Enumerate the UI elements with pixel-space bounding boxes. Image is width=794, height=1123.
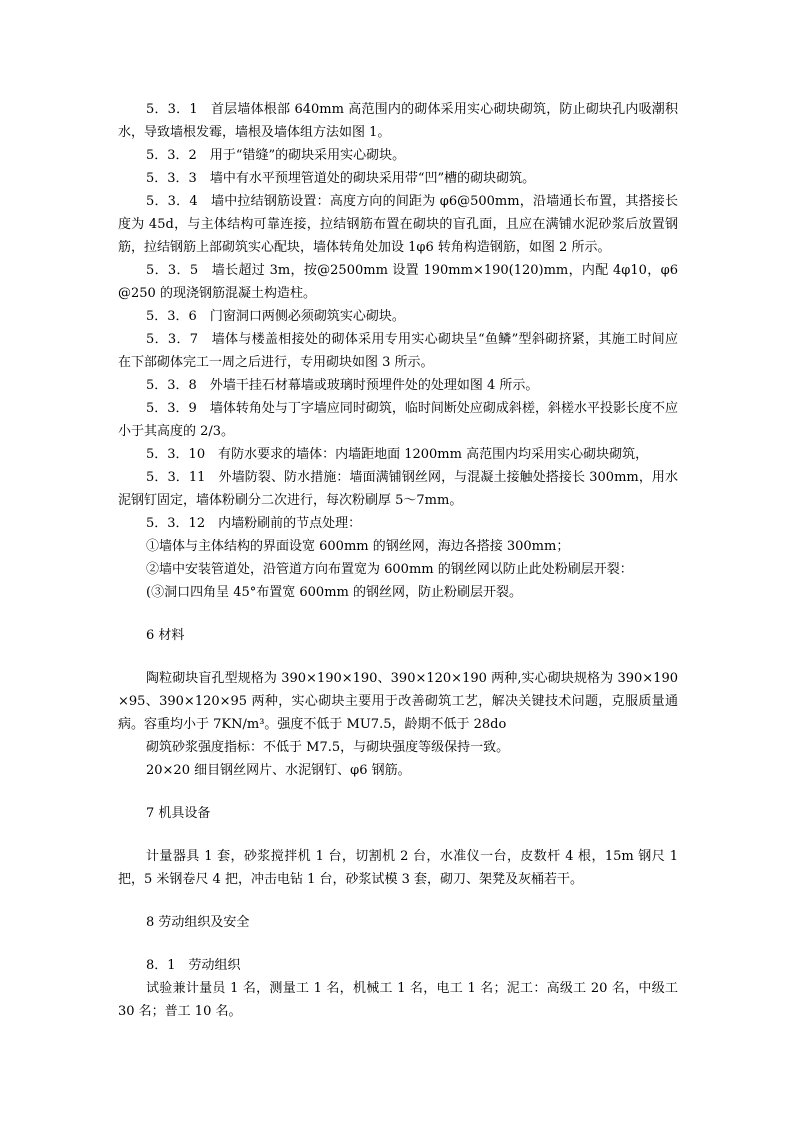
clause-5-3-1: 5．3．1 首层墙体根部 640mm 高范围内的砌体采用实心砌块砌筑，防止砌块孔内吸潮积水，导致墙根发霉，墙根及墙体组方法如图 1。: [118, 102, 678, 140]
clause-5-3-6: 5．3．6 门窗洞口两侧必须砌筑实心砌块。: [146, 309, 405, 324]
clause-5-3-4: 5．3．4 墙中拉结钢筋设置：高度方向的间距为 φ6@500mm，沿墙通长布置，其搭接长度为 45d，与主体结构可靠连接，拉结钢筋布置在砌块的盲孔面，且应在满铺水泥砂浆后放置钢筋，拉结钢筋上部砌筑实心配块，墙体转角处加设 1φ6 转角构造钢筋，如图 2 所示。: [118, 194, 678, 255]
clause-5-3-7: 5．3．7 墙体与楼盖相接处的砌体采用专用实心砌块呈“鱼鳞”型斜砌挤紧，其施工时间应在下部砌体完工一周之后进行，专用砌块如图 3 所示。: [118, 332, 678, 370]
labor-organization-paragraph: 试验兼计量员 1 名，测量工 1 名，机械工 1 名，电工 1 名；泥工：高级工 20 名，中级工 30 名；普工 10 名。: [118, 981, 678, 1019]
subsection-heading-labor-organization: 8．1 劳动组织: [146, 958, 241, 973]
clause-5-3-10: 5．3．10 有防水要求的墙体：内墙距地面 1200mm 高范围内均采用实心砌块砌筑，: [146, 447, 649, 462]
clause-5-3-5: 5．3．5 墙长超过 3m，按@2500mm 设置 190mm×190(120)mm，内配 4φ10，φ6@250 的现浇钢筋混凝土构造柱。: [118, 263, 678, 301]
clause-5-3-2: 5．3．2 用于“错缝”的砌块采用实心砌块。: [146, 148, 406, 163]
section-heading-labor-safety: 8 劳动组织及安全: [146, 915, 250, 930]
equipment-paragraph: 计量器具 1 套，砂浆搅拌机 1 台，切割机 2 台，水准仪一台，皮数杆 4 根，15m 钢尺 1 把，5 米钢卷尺 4 把，冲击电钻 1 台，砂浆试模 3 套，砌刀、架凳及灰桶若干。: [118, 849, 678, 887]
section-heading-materials: 6 材料: [146, 628, 185, 643]
clause-5-3-3: 5．3．3 墙中有水平预埋管道处的砌块采用带“凹”槽的砌块砌筑。: [146, 171, 536, 186]
clause-5-3-9: 5．3．9 墙体转角处与丁字墙应同时砌筑，临时间断处应砌成斜槎，斜槎水平投影长度不应小于其高度的 2/3。: [118, 401, 678, 439]
materials-paragraph-mortar: 砌筑砂浆强度指标：不低于 M7.5，与砌块强度等级保持一致。: [146, 740, 510, 755]
clause-5-3-8: 5．3．8 外墙干挂石材幕墙或玻璃时预埋件处的处理如图 4 所示。: [146, 378, 539, 393]
section-heading-equipment: 7 机具设备: [146, 806, 211, 821]
clause-5-3-12-item-3: (③洞口四角呈 45°布置宽 600mm 的钢丝网，防止粉刷层开裂。: [146, 585, 522, 600]
clause-5-3-11: 5．3．11 外墙防裂、防水措施：墙面满铺钢丝网，与混凝土接触处搭接长 300mm，用水泥钢钉固定，墙体粉刷分二次进行，每次粉刷厚 5～7mm。: [118, 470, 678, 508]
clause-5-3-12: 5．3．12 内墙粉刷前的节点处理：: [146, 516, 362, 531]
clause-5-3-12-item-2: ②墙中安装管道处，沿管道方向布置宽为 600mm 的钢丝网以防止此处粉刷层开裂：: [146, 562, 633, 577]
materials-paragraph-mesh: 20×20 细目钢丝网片、水泥钢钉、φ6 钢筋。: [146, 763, 411, 778]
materials-paragraph-blocks: 陶粒砌块盲孔型规格为 390×190×190、390×120×190 两种,实心砌块规格为 390×190×95、390×120×95 两种，实心砌块主要用于改善砌筑工艺，解决关键技术问题，克服质量通病。容重均小于 7KN/m³。强度不低于 MU7.5，龄期不低于 28do: [118, 671, 678, 732]
clause-5-3-12-item-1: ①墙体与主体结构的界面设宽 600mm 的钢丝网，海边各搭接 300mm；: [146, 539, 570, 554]
document-page: [118, 98, 678, 1023]
